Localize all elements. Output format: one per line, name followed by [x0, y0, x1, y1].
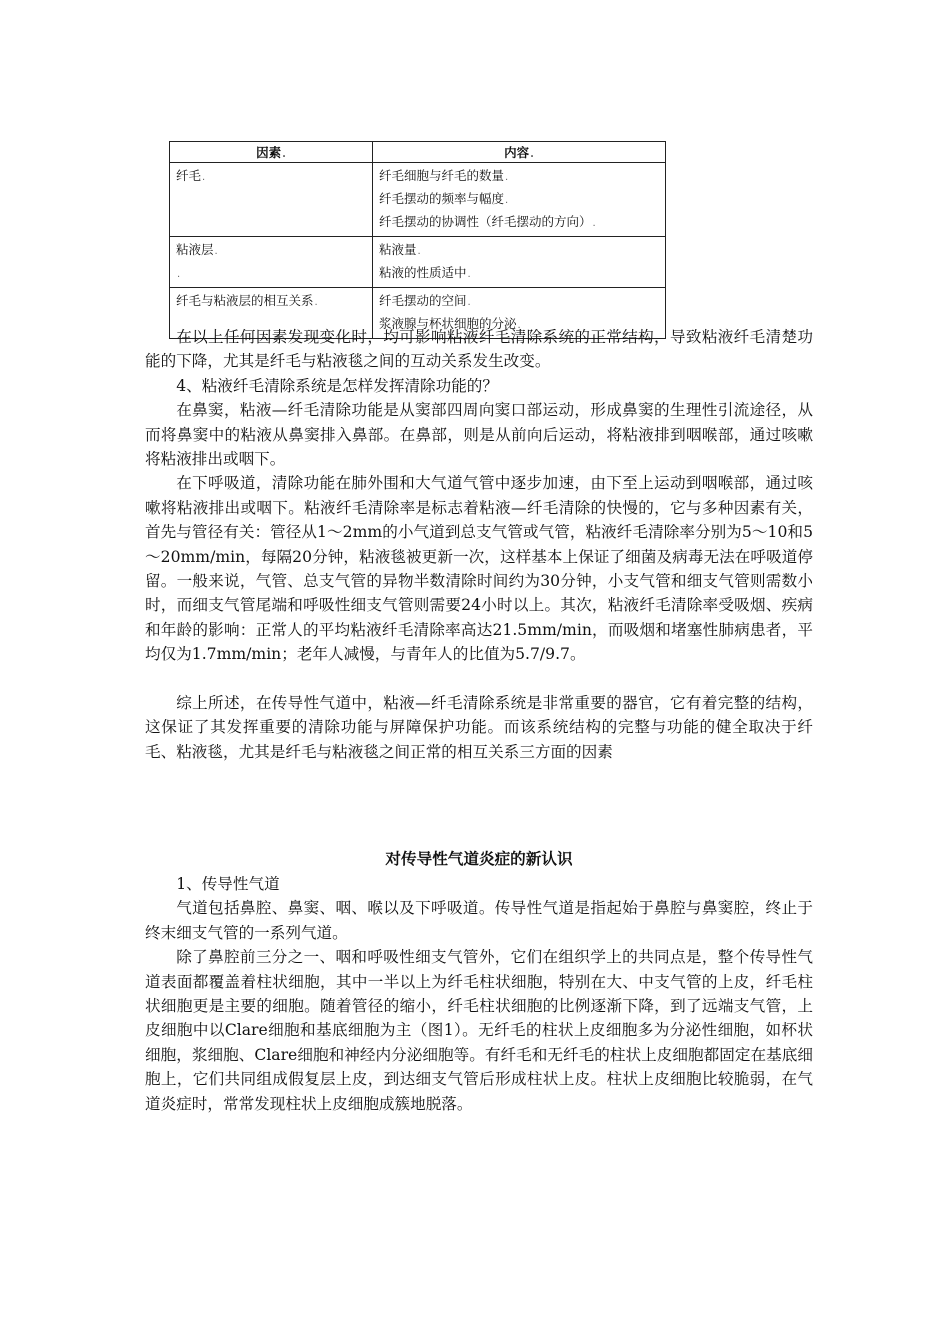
- paragraph: 气道包括鼻腔、鼻窦、咽、喉以及下呼吸道。传导性气道是指起始于鼻腔与鼻窦腔，终止于终末细支气管的一系列气道。: [145, 899, 813, 942]
- table-header-factor: 因素.: [170, 142, 373, 163]
- table-cell-factor: 纤毛.: [170, 163, 373, 237]
- factors-table: [169, 141, 666, 339]
- table-row: [170, 163, 666, 237]
- table-cell-content: 粘液量. 粘液的性质适中.: [373, 237, 666, 288]
- table-row: [170, 237, 666, 288]
- table-cell-content: 纤毛细胞与纤毛的数量. 纤毛摆动的频率与幅度. 纤毛摆动的协调性（纤毛摆动的方向）.: [373, 163, 666, 237]
- section-title: 对传导性气道炎症的新认识: [385, 850, 573, 868]
- paragraph: 在以上任何因素发现变化时，均可影响粘液纤毛清除系统的正常结构，导致粘液纤毛清楚功能的下降，尤其是纤毛与粘液毯之间的互动关系发生改变。: [145, 328, 813, 371]
- paragraph: 在下呼吸道，清除功能在肺外围和大气道气管中逐步加速，由下至上运动到咽喉部，通过咳嗽将粘液排出或咽下。粘液纤毛清除率是标志着粘液—纤毛清除的快慢的，它与多种因素有关，首先与管径有关：管径从1～2mm的小气道到总支气管或气管，粘液纤毛清除率分别为5～10和5～20mm/min，每隔20分钟，粘液毯被更新一次，这样基本上保证了细菌及病毒无法在呼吸道停留。一般来说，气管、总支气管的异物半数清除时间约为30分钟，小支气管和细支气管则需数小时，而细支气管尾端和呼吸性细支气管则需要24小时以上。其次，粘液纤毛清除率受吸烟、疾病和年龄的影响：正常人的平均粘液纤毛清除率高达21.5mm/min，而吸烟和堵塞性肺病患者，平均仅为1.7mm/min；老年人减慢，与青年人的比值为5.7/9.7。: [145, 474, 813, 664]
- table-header-content: 内容.: [373, 142, 666, 163]
- table-header-row: [170, 142, 666, 163]
- factors-table-container: [169, 141, 669, 339]
- table-cell-factor: 纤毛与粘液层的相互关系.: [170, 288, 373, 339]
- table-cell-factor: 粘液层. .: [170, 237, 373, 288]
- blank-line: [145, 667, 813, 691]
- subheading: 1、传导性气道: [176, 875, 280, 893]
- paragraph: 除了鼻腔前三分之一、咽和呼吸性细支气管外，它们在组织学上的共同点是，整个传导性气道表面都覆盖着柱状细胞，其中一半以上为纤毛柱状细胞，特别在大、中支气管的上皮，纤毛柱状细胞更是主要的细胞。随着管径的缩小，纤毛柱状细胞的比例逐渐下降，到了远端支气管，上皮细胞中以Clare细胞和基底细胞为主（图1）。无纤毛的柱状上皮细胞多为分泌性细胞，如杯状细胞，浆细胞、Clare细胞和神经内分泌细胞等。有纤毛和无纤毛的柱状上皮细胞都固定在基底细胞上，它们共同组成假复层上皮，到达细支气管后形成柱状上皮。柱状上皮细胞比较脆弱，在气道炎症时，常常发现柱状上皮细胞成簇地脱落。: [145, 948, 813, 1113]
- table-cell-content: 纤毛摆动的空间. 浆液腺与杯状细胞的分泌.: [373, 288, 666, 339]
- paragraph: 综上所述，在传导性气道中，粘液—纤毛清除系统是非常重要的器官，它有着完整的结构，这保证了其发挥重要的清除功能与屏障保护功能。而该系统结构的完整与功能的健全取决于纤毛、粘液毯，尤其是纤毛与粘液毯之间正常的相互关系三方面的因素: [145, 693, 813, 761]
- paragraph: 在鼻窦，粘液—纤毛清除功能是从窦部四周向窦口部运动，形成鼻窦的生理性引流途径，从而将鼻窦中的粘液从鼻窦排入鼻部。在鼻部，则是从前向后运动，将粘液排到咽喉部，通过咳嗽将粘液排出或咽下。: [145, 401, 813, 469]
- question-heading: 4、粘液纤毛清除系统是怎样发挥清除功能的？: [176, 376, 498, 395]
- body-text-section-2: [145, 872, 813, 1116]
- body-text-section-1: [145, 325, 813, 764]
